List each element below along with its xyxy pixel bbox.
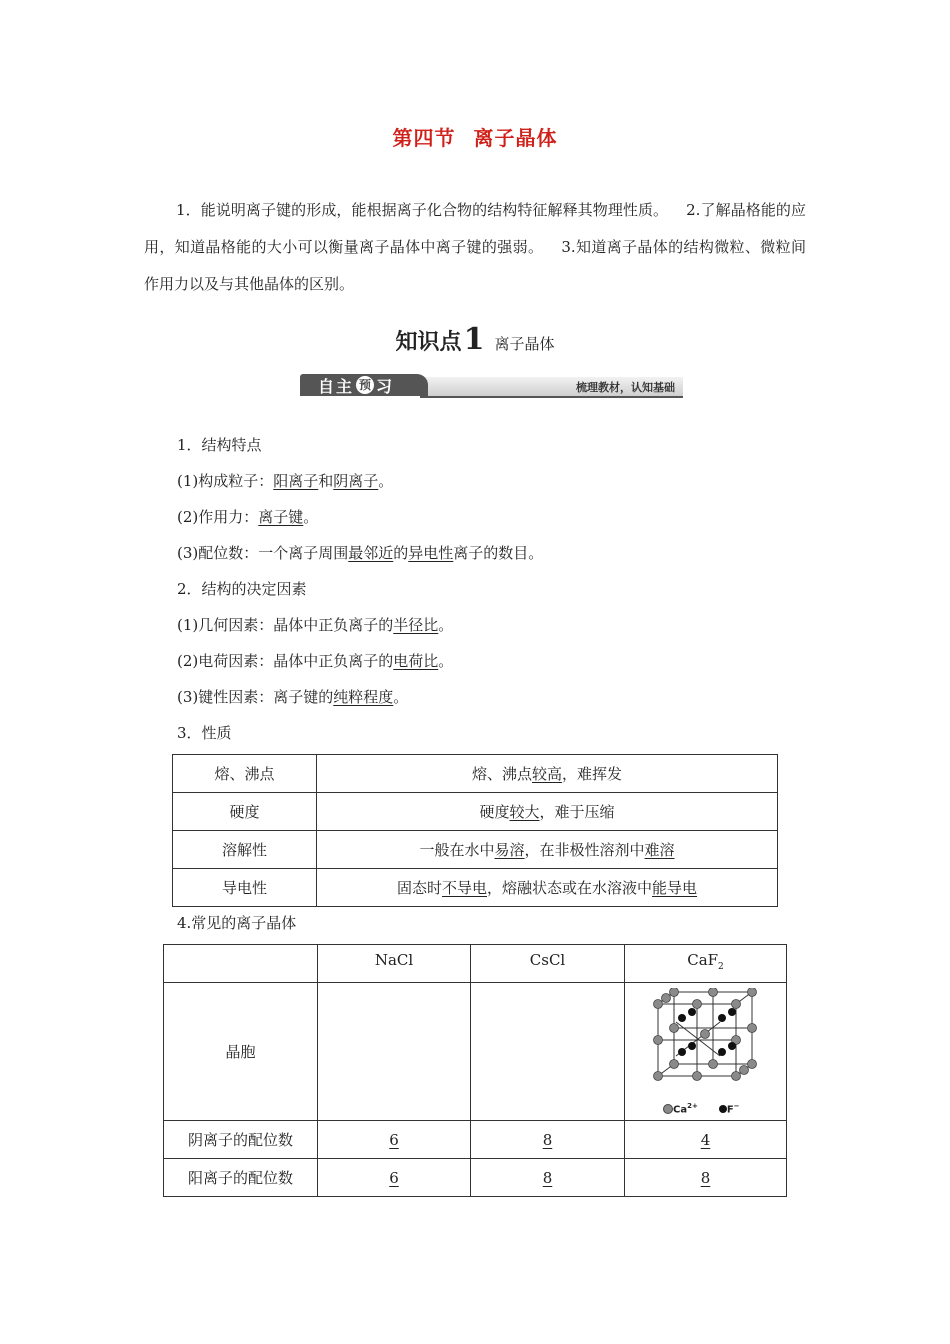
banner-char: 自 xyxy=(318,376,337,396)
table-row xyxy=(173,831,778,869)
kp-label: 知识点 xyxy=(395,330,462,355)
col-header: CsCl xyxy=(471,945,625,983)
answer: 8 xyxy=(542,1130,553,1149)
property-value xyxy=(317,831,778,869)
sec2-line2 xyxy=(177,650,453,671)
text: (1)构成粒子： xyxy=(177,472,274,490)
property-name: 硬度 xyxy=(173,793,317,831)
col-header: NaCl xyxy=(318,945,471,983)
banner-char: 习 xyxy=(376,376,395,396)
goal-1: 1．能说明离子键的形成，能根据离子化合物的结构特征解释其物理性质。 xyxy=(176,201,669,219)
text: 。 xyxy=(303,508,319,526)
text: 的 xyxy=(393,544,409,562)
text: ，在非极性溶剂中 xyxy=(524,841,645,859)
value-cell xyxy=(625,1159,787,1197)
text: 。 xyxy=(393,688,409,706)
text: (3)配位数：一个离子周围 xyxy=(177,544,349,562)
goal-3: 3.知道离子晶体的结构微粒、微粒间作用力以及与其他晶体的区别。 xyxy=(144,238,806,293)
sec3-heading: 3．性质 xyxy=(177,724,232,742)
table-row xyxy=(164,1159,787,1197)
answer: 较大 xyxy=(509,803,540,821)
property-name: 溶解性 xyxy=(173,831,317,869)
banner-tab xyxy=(300,374,428,396)
value-cell xyxy=(471,1159,625,1197)
answer: 6 xyxy=(389,1168,399,1187)
banner-rail xyxy=(420,377,683,398)
answer: 离子键 xyxy=(258,508,304,526)
sec1-line3 xyxy=(177,542,543,563)
ionic-crystals-table xyxy=(163,944,787,1197)
answer: 难溶 xyxy=(644,841,675,859)
title-section: 第四节 xyxy=(392,126,456,150)
table-row xyxy=(173,755,778,793)
banner-char-circled: 预 xyxy=(356,376,374,394)
f-legend-label: F xyxy=(726,1104,734,1116)
text: 。 xyxy=(378,472,394,490)
text: 熔、沸点 xyxy=(471,765,532,783)
sec1-line1 xyxy=(177,470,393,491)
properties-table xyxy=(172,754,778,907)
answer: 阳离子 xyxy=(273,472,319,490)
text: 硬度 xyxy=(479,803,510,821)
banner-char: 主 xyxy=(336,376,355,396)
title-topic: 离子晶体 xyxy=(473,126,558,150)
page-title xyxy=(0,122,950,151)
property-name: 熔、沸点 xyxy=(173,755,317,793)
answer: 异电性 xyxy=(408,544,454,562)
kp-number: 1 xyxy=(463,322,485,357)
nacl-cell-image xyxy=(318,983,471,1121)
answer: 8 xyxy=(542,1168,553,1187)
row-label: 阳离子的配位数 xyxy=(164,1159,318,1197)
property-value xyxy=(317,755,778,793)
property-value xyxy=(317,793,778,831)
col-header xyxy=(625,945,787,983)
sec1-heading: 1．结构特点 xyxy=(177,436,262,454)
text: 。 xyxy=(438,652,454,670)
answer: 易溶 xyxy=(494,841,525,859)
answer: 较高 xyxy=(531,765,562,783)
banner-right-text: 梳理教材，认知基础 xyxy=(576,381,675,394)
answer: 最邻近 xyxy=(348,544,394,562)
answer: 能导电 xyxy=(652,879,698,897)
caf2-cell-image xyxy=(625,983,787,1121)
text: 一般在水中 xyxy=(419,841,495,859)
text: 离子的数目。 xyxy=(453,544,544,562)
f-legend-dot xyxy=(719,1105,727,1113)
self-study-banner xyxy=(300,374,683,396)
text: (1)几何因素：晶体中正负离子的 xyxy=(177,616,394,634)
text: (2)电荷因素：晶体中正负离子的 xyxy=(177,652,394,670)
table-row xyxy=(173,869,778,907)
goal-2: 2.了解晶格能的应用，知道晶格能的大小可以衡量离子晶体中离子键的强弱。 xyxy=(144,201,807,256)
text: 和 xyxy=(318,472,334,490)
table-row xyxy=(164,945,787,983)
value-cell xyxy=(625,1121,787,1159)
answer: 4 xyxy=(700,1130,711,1149)
text: ，难挥发 xyxy=(562,765,623,783)
table-row xyxy=(164,983,787,1121)
blank-header xyxy=(164,945,318,983)
answer: 半径比 xyxy=(393,616,439,634)
answer: 电荷比 xyxy=(393,652,439,670)
table-row xyxy=(164,1121,787,1159)
value-cell xyxy=(471,1121,625,1159)
sec2-line3 xyxy=(177,686,408,707)
text: 。 xyxy=(438,616,454,634)
sec1-line2 xyxy=(177,506,318,527)
row-label: 阴离子的配位数 xyxy=(164,1121,318,1159)
answer: 6 xyxy=(389,1130,399,1149)
row-label: 晶胞 xyxy=(164,983,318,1121)
ca-legend-label: Ca xyxy=(673,1104,688,1116)
answer: 8 xyxy=(700,1168,711,1187)
text: 固态时 xyxy=(396,879,442,897)
text: ，熔融状态或在水溶液中 xyxy=(487,879,653,897)
text: ，难于压缩 xyxy=(539,803,615,821)
kp-topic: 离子晶体 xyxy=(494,335,555,353)
answer: 阴离子 xyxy=(333,472,379,490)
sec4-heading: 4.常见的离子晶体 xyxy=(177,914,297,932)
knowledge-point-heading xyxy=(0,322,950,357)
caf2-unit-cell-diagram xyxy=(646,988,766,1100)
answer: 不导电 xyxy=(441,879,487,897)
text: CaF xyxy=(687,951,719,969)
superscript: − xyxy=(733,1101,740,1110)
property-value xyxy=(317,869,778,907)
property-name: 导电性 xyxy=(173,869,317,907)
cscl-cell-image xyxy=(471,983,625,1121)
answer: 纯粹程度 xyxy=(333,688,394,706)
table-row xyxy=(173,793,778,831)
text: (3)键性因素：离子键的 xyxy=(177,688,334,706)
text: (2)作用力： xyxy=(177,508,259,526)
ca-legend-dot xyxy=(663,1104,673,1114)
learning-goals xyxy=(144,192,806,303)
subscript: 2 xyxy=(718,962,724,972)
sec2-line1 xyxy=(177,614,453,635)
legend xyxy=(625,1102,786,1115)
superscript: 2+ xyxy=(687,1101,698,1110)
value-cell xyxy=(318,1159,471,1197)
value-cell xyxy=(318,1121,471,1159)
sec2-heading: 2．结构的决定因素 xyxy=(177,580,307,598)
